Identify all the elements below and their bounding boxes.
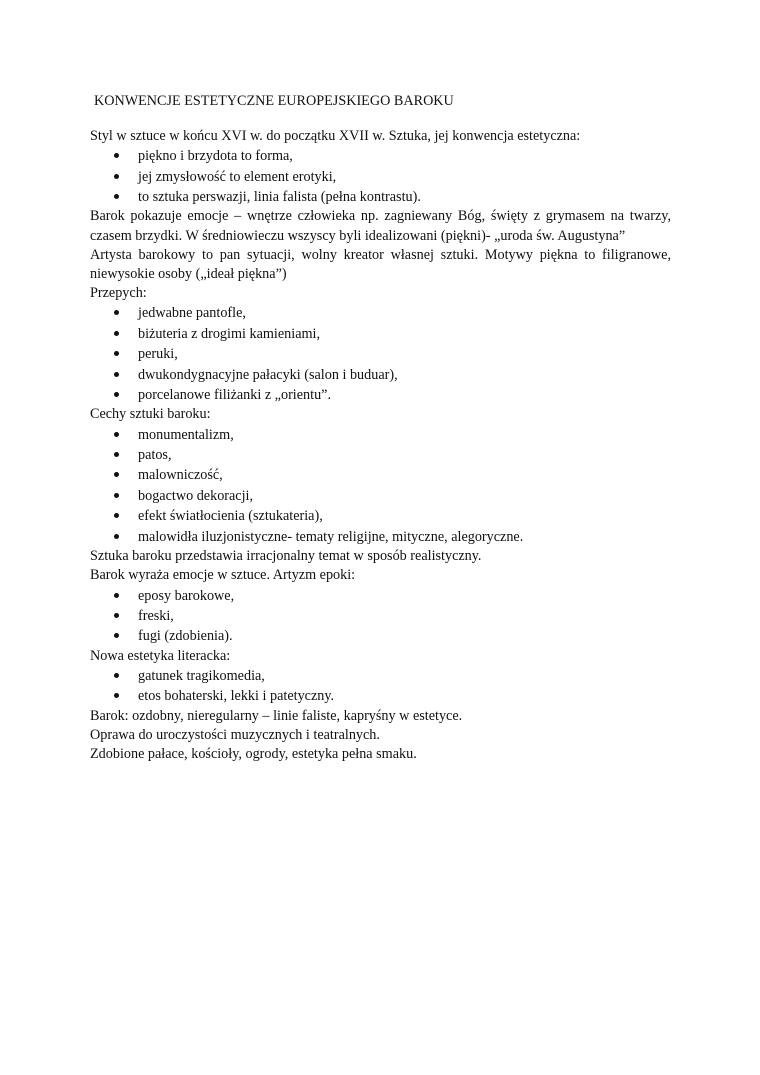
list-item: freski, [138,606,671,626]
list-item: biżuteria z drogimi kamieniami, [138,324,671,344]
bullet-icon [114,673,119,678]
luxury-heading: Przepych: [90,285,147,302]
bullet-icon [114,351,119,356]
bullet-icon [114,472,119,477]
bullet-icon [114,613,119,618]
list-item: piękno i brzydota to forma, [138,146,671,166]
list-item: porcelanowe filiżanki z „orientu”. [138,385,671,405]
closing-line: Barok: ozdobny, nieregularny – linie faliste, kapryśny w estetyce. [90,707,463,724]
list-item: jedwabne pantofle, [138,303,671,323]
list-item: peruki, [138,344,671,364]
bullet-icon [114,513,119,518]
features-list [90,425,671,547]
list-item: fugi (zdobienia). [138,626,671,646]
list-item: malowniczość, [138,465,671,485]
artistry-list [90,586,671,647]
artist-paragraph: Artysta barokowy to pan sytuacji, wolny kreator własnej sztuki. Motywy piękna to filigranowe, niewysokie osoby („ideał piękna”) [90,246,671,283]
bullet-icon [114,633,119,638]
bullet-icon [114,174,119,179]
list-item: jej zmysłowość to element erotyki, [138,167,671,187]
bullet-icon [114,331,119,336]
list-item: dwukondygnacyjne pałacyki (salon i buduar), [138,365,671,385]
bullet-icon [114,310,119,315]
features-heading: Cechy sztuki baroku: [90,406,211,423]
document-page [90,92,671,764]
list-item: to sztuka perswazji, linia falista (pełna kontrastu). [138,187,671,207]
list-item: monumentalizm, [138,425,671,445]
bullet-icon [114,432,119,437]
bullet-icon [114,593,119,598]
bullet-icon [114,693,119,698]
list-item: eposy barokowe, [138,586,671,606]
list-item: patos, [138,445,671,465]
list-item: etos bohaterski, lekki i patetyczny. [138,686,671,706]
list-item: gatunek tragikomedia, [138,666,671,686]
list-item: efekt światłocienia (sztukateria), [138,506,671,526]
bullet-icon [114,392,119,397]
irrational-paragraph: Sztuka baroku przedstawia irracjonalny temat w sposób realistyczny. [90,548,482,565]
emotions-paragraph: Barok pokazuje emocje – wnętrze człowieka np. zagniewany Bóg, święty z grymasem na twarzy, czasem brzydki. W średniowieczu wszyscy byli idealizowani (piękni)- „uroda św. Augustyna” [90,208,671,244]
bullet-icon [114,493,119,498]
intro-list [90,146,671,207]
list-item: malowidła iluzjonistyczne- tematy religijne, mityczne, alegoryczne. [138,527,671,547]
document-title: KONWENCJE ESTETYCZNE EUROPEJSKIEGO BAROKU [94,93,454,109]
literary-list [90,666,671,707]
intro-paragraph: Styl w sztuce w końcu XVI w. do początku XVII w. Sztuka, jej konwencja estetyczna: [90,128,581,144]
closing-line: Zdobione pałace, kościoły, ogrody, estetyka pełna smaku. [90,746,417,763]
list-item: bogactwo dekoracji, [138,486,671,506]
bullet-icon [114,153,119,158]
luxury-list [90,303,671,405]
bullet-icon [114,452,119,457]
closing-line: Oprawa do uroczystości muzycznych i teatralnych. [90,726,380,743]
artistry-heading: Barok wyraża emocje w sztuce. Artyzm epoki: [90,567,356,584]
bullet-icon [114,372,119,377]
bullet-icon [114,534,119,539]
bullet-icon [114,194,119,199]
literary-heading: Nowa estetyka literacka: [90,647,231,664]
